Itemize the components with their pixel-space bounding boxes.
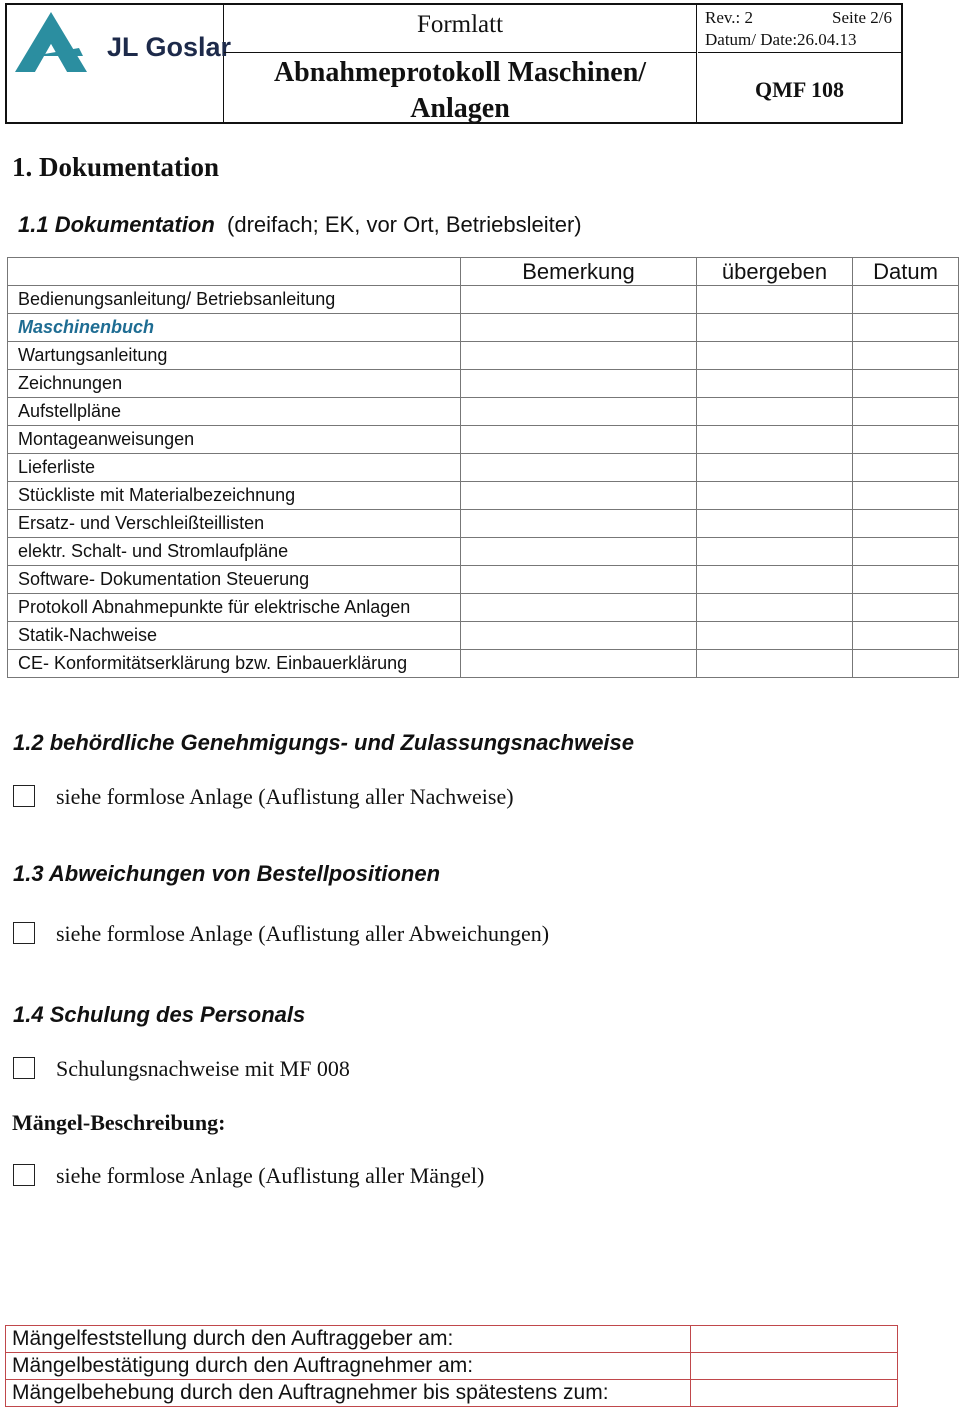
row-label: Statik-Nachweise (8, 622, 461, 650)
bemerkung-cell[interactable] (461, 482, 697, 510)
checkbox-label-abweichungen: siehe formlose Anlage (Auflistung aller Abweichungen) (56, 921, 550, 946)
row-label: Montageanweisungen (8, 426, 461, 454)
section-heading-1-2: 1.2 behördliche Genehmigungs- und Zulassungsnachweise (13, 730, 635, 755)
bemerkung-cell[interactable] (461, 286, 697, 314)
revision-date: Datum/ Date:26.04.13 (705, 30, 857, 49)
bemerkung-cell[interactable] (461, 538, 697, 566)
row-label: Mängelfeststellung durch den Auftraggeber am: (6, 1326, 691, 1353)
datum-cell[interactable] (853, 342, 959, 370)
datum-cell[interactable] (853, 594, 959, 622)
column-header-bemerkung: Bemerkung (461, 258, 697, 286)
row-label: Aufstellpläne (8, 398, 461, 426)
table-row (8, 566, 959, 594)
table-row (8, 454, 959, 482)
column-header-datum: Datum (853, 258, 959, 286)
section-heading-1-4: 1.4 Schulung des Personals (13, 1002, 306, 1027)
document-header (5, 3, 903, 124)
bemerkung-cell[interactable] (461, 398, 697, 426)
table-row (6, 1353, 898, 1380)
datum-cell[interactable] (853, 510, 959, 538)
checkbox-nachweise[interactable] (13, 785, 35, 807)
subsection-note: (dreifach; EK, vor Ort, Betriebsleiter) (227, 212, 582, 237)
bemerkung-cell[interactable] (461, 370, 697, 398)
revision-info (698, 5, 901, 53)
datum-cell[interactable] (853, 314, 959, 342)
table-row (8, 370, 959, 398)
row-label: Ersatz- und Verschleißteillisten (8, 510, 461, 538)
table-row (8, 398, 959, 426)
document-title (224, 53, 697, 122)
datum-cell[interactable] (853, 286, 959, 314)
datum-cell[interactable] (853, 454, 959, 482)
documentation-table (7, 257, 959, 678)
revision: Rev.: 2 (705, 8, 754, 27)
row-label: Lieferliste (8, 454, 461, 482)
bemerkung-cell[interactable] (461, 650, 697, 678)
bemerkung-cell[interactable] (461, 426, 697, 454)
company-name: JL Goslar (107, 32, 232, 62)
table-row (8, 594, 959, 622)
datum-cell[interactable] (853, 482, 959, 510)
row-label: Mängelbehebung durch den Auftragnehmer bis spätestens zum: (6, 1380, 691, 1407)
uebergeben-cell[interactable] (697, 566, 853, 594)
subsection-number: 1.1 Dokumentation (18, 212, 215, 237)
table-row (6, 1326, 898, 1353)
table-row (8, 426, 959, 454)
company-logo (13, 10, 232, 76)
bemerkung-cell[interactable] (461, 622, 697, 650)
uebergeben-cell[interactable] (697, 314, 853, 342)
row-label: Bedienungsanleitung/ Betriebsanleitung (8, 286, 461, 314)
table-row (8, 650, 959, 678)
date-cell[interactable] (691, 1380, 898, 1407)
datum-cell[interactable] (853, 622, 959, 650)
title-line-1: Abnahmeprotokoll Maschinen/ (273, 57, 647, 88)
table-row (6, 1380, 898, 1407)
date-cell[interactable] (691, 1326, 898, 1353)
row-label: Wartungsanleitung (8, 342, 461, 370)
checkbox-label-schulung: Schulungsnachweise mit MF 008 (56, 1056, 350, 1081)
title-line-2: Anlagen (410, 93, 510, 124)
section-heading-1-3: 1.3 Abweichungen von Bestellpositionen (13, 861, 441, 886)
uebergeben-cell[interactable] (697, 622, 853, 650)
table-row (8, 622, 959, 650)
uebergeben-cell[interactable] (697, 398, 853, 426)
table-row (8, 342, 959, 370)
bemerkung-cell[interactable] (461, 314, 697, 342)
datum-cell[interactable] (853, 398, 959, 426)
datum-cell[interactable] (853, 538, 959, 566)
datum-cell[interactable] (853, 426, 959, 454)
jl-goslar-logo-icon (13, 10, 99, 76)
date-cell[interactable] (691, 1353, 898, 1380)
uebergeben-cell[interactable] (697, 538, 853, 566)
row-label: elektr. Schalt- und Stromlaufpläne (8, 538, 461, 566)
uebergeben-cell[interactable] (697, 286, 853, 314)
table-row (8, 314, 959, 342)
column-header-uebergeben: übergeben (697, 258, 853, 286)
uebergeben-cell[interactable] (697, 454, 853, 482)
bemerkung-cell[interactable] (461, 342, 697, 370)
datum-cell[interactable] (853, 370, 959, 398)
bemerkung-cell[interactable] (461, 594, 697, 622)
uebergeben-cell[interactable] (697, 342, 853, 370)
row-label: Mängelbestätigung durch den Auftragnehmer am: (6, 1353, 691, 1380)
checkbox-maengel[interactable] (13, 1164, 35, 1186)
table-row (8, 286, 959, 314)
uebergeben-cell[interactable] (697, 650, 853, 678)
uebergeben-cell[interactable] (697, 482, 853, 510)
checkbox-schulung[interactable] (13, 1057, 35, 1079)
checkbox-abweichungen[interactable] (13, 922, 35, 944)
checkbox-label-nachweise: siehe formlose Anlage (Auflistung aller Nachweise) (56, 784, 514, 809)
maengel-table (5, 1325, 898, 1407)
row-label: Software- Dokumentation Steuerung (8, 566, 461, 594)
row-label: CE- Konformitätserklärung bzw. Einbauerklärung (8, 650, 461, 678)
table-row (8, 482, 959, 510)
row-label: Protokoll Abnahmepunkte für elektrische Anlagen (8, 594, 461, 622)
row-label: Zeichnungen (8, 370, 461, 398)
bemerkung-cell[interactable] (461, 566, 697, 594)
form-code: QMF 108 (755, 77, 844, 102)
bemerkung-cell[interactable] (461, 510, 697, 538)
datum-cell[interactable] (853, 650, 959, 678)
table-row (8, 538, 959, 566)
uebergeben-cell[interactable] (697, 426, 853, 454)
uebergeben-cell[interactable] (697, 510, 853, 538)
table-row (8, 510, 959, 538)
subsection-heading-1-1 (18, 212, 582, 238)
uebergeben-cell[interactable] (697, 370, 853, 398)
logo-cell (7, 5, 232, 122)
row-label: Stückliste mit Materialbezeichnung (8, 482, 461, 510)
row-label: Maschinenbuch (8, 314, 461, 342)
checkbox-label-maengel: siehe formlose Anlage (Auflistung aller Mängel) (56, 1163, 485, 1188)
table-header-blank (8, 258, 461, 286)
uebergeben-cell[interactable] (697, 594, 853, 622)
bemerkung-cell[interactable] (461, 454, 697, 482)
table-header-row (8, 258, 959, 286)
page-number: Seite 2/6 (832, 8, 892, 27)
section-heading-dokumentation: 1. Dokumentation (12, 152, 220, 182)
maengel-heading: Mängel-Beschreibung: (12, 1110, 226, 1135)
datum-cell[interactable] (853, 566, 959, 594)
form-type: Formlatt (224, 5, 697, 53)
